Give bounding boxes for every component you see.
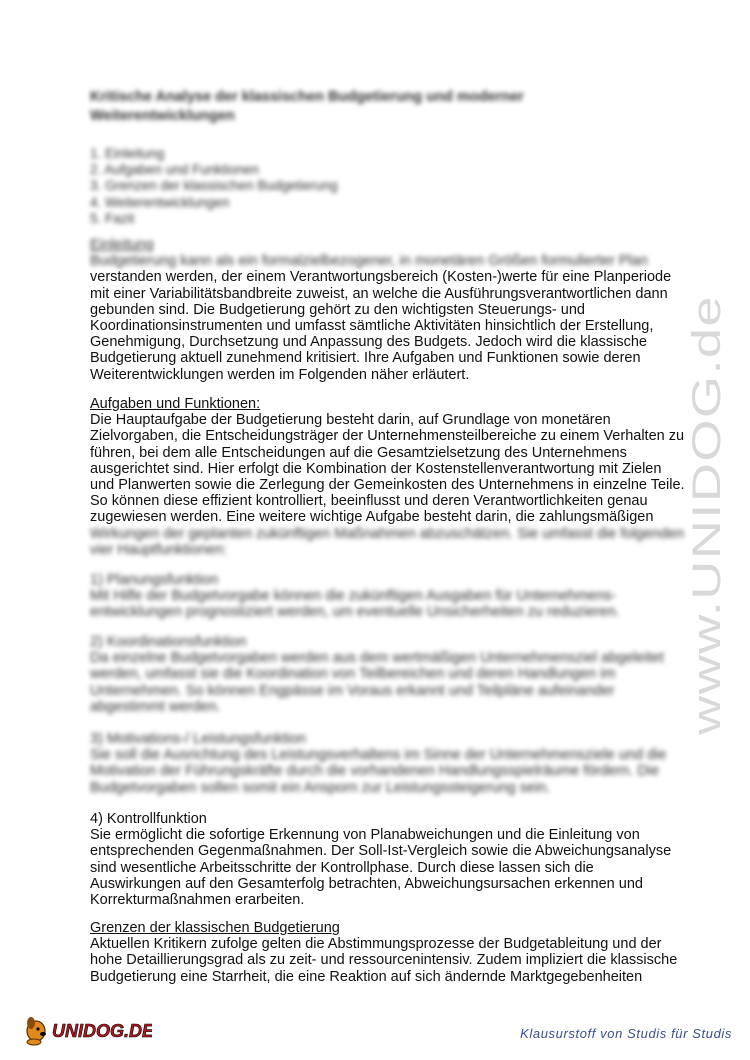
paragraph-line: Auswirkungen auf den Gesamterfolg betrachten, Abweichungsursachen erkennen und [90, 875, 643, 892]
paragraph-line: zugewiesen werden. Eine weitere wichtige Aufgabe besteht darin, die zahlungsmäßigen [90, 509, 654, 526]
blurred-line: Budgetierung kann als ein formalzielbezogener, in monetären Größen formulierter Plan [90, 253, 648, 270]
watermark [685, 280, 729, 740]
document-title: Kritische Analyse der klassischen Budgetierung und moderner Weiterentwicklungen [90, 89, 524, 124]
table-of-contents [90, 146, 338, 227]
paragraph-line: ausgerichtet sind. Hier erfolgt die Kombination der Kostenstellenverantwortung mit Zielen [90, 460, 662, 477]
paragraph-line: hohe Detaillierungsgrad als zu zeit- und ressourcenintensiv. Zudem impliziert die klassische [90, 952, 678, 969]
blurred-line: abgestimmt werden. [90, 698, 221, 715]
blurred-line: Da einzelne Budgetvorgaben werden aus dem wertmäßigen Unternehmensziel abgeleitet [90, 650, 664, 667]
blurred-line: Wirkungen der geplanten zukünftigen Maßnahmen abzuschätzen. Sie umfasst die folgenden [90, 525, 685, 542]
paragraph-line: Koordinationsinstrumenten und umfasst sämtliche Aktivitäten hinsichtlich der Erstellung, [90, 318, 654, 335]
section-heading: 1) Planungsfunktion [90, 572, 219, 588]
paragraph-line: Budgetierung eine Starrheit, die eine Reaktion auf sich ändernde Marktgegebenheiten [90, 968, 643, 985]
paragraph-line: und Planwerten sowie die Zerlegung der Gemeinkosten des Unternehmens in einzelne Teile. [90, 477, 685, 494]
paragraph-line: verstanden werden, der einem Verantwortungsbereich (Kosten-)werte für eine Planperiode [90, 269, 672, 286]
blurred-line: entwicklungen prognostiziert werden, um eventuelle Unsicherheiten zu reduzieren. [90, 604, 620, 621]
watermark-text: www.UNIDOG.de [685, 410, 729, 735]
paragraph-line: Korrekturmaßnahmen erarbeiten. [90, 892, 305, 909]
blurred-line: Budgetvorgaben sollen somit ein Ansporn zur Leistungssteigerung sein. [90, 779, 551, 796]
paragraph-line: gebunden sind. Die Budgetierung gehört zu den wichtigsten Steuerungs- und [90, 301, 585, 318]
toc-item: 2. Aufgaben und Funktionen [90, 162, 259, 178]
blurred-line: werden, umfasst sie die Koordination von Teilbereichen und deren Handlungen im [90, 666, 616, 683]
section-motivationsfunktion [90, 731, 670, 796]
section-heading: 2) Koordinationsfunktion [90, 634, 247, 650]
section-heading: Aufgaben und Funktionen: [90, 396, 261, 412]
paragraph-line: mit einer Variabilitätsbandbreite zuweist, an welche die Ausführungsverantwortlichen dann [90, 285, 668, 302]
watermark-graphic [685, 280, 729, 740]
paragraph-line: führen, bei dem alle Entscheidungen auf die Gesamtzielsetzung des Unternehmens [90, 444, 627, 461]
paragraph-line: sind wesentliche Arbeitsschritte der Kontrollphase. Durch diese lassen sich die [90, 859, 594, 876]
toc-item: 3. Grenzen der klassischen Budgetierung [90, 178, 338, 194]
section-koordinationsfunktion [90, 634, 670, 715]
section-heading: Grenzen der klassischen Budgetierung [90, 920, 340, 936]
paragraph-line: Die Hauptaufgabe der Budgetierung besteht darin, auf Grundlage von monetären [90, 412, 611, 429]
section-grenzen [90, 920, 678, 985]
paragraph-line: Aktuellen Kritikern zufolge gelten die Abstimmungsprozesse der Budgetableitung und der [90, 936, 662, 953]
paragraph-line: So können diese effizient kontrolliert, beeinflusst und deren Verantwortlichkeiten genau [90, 493, 648, 510]
toc-item: 5. Fazit [90, 210, 135, 226]
footer-tagline: Klausurstoff von Studis für Studis [520, 1026, 732, 1041]
blurred-line: Motivation der Führungskräfte durch die vorhandenen Handlungsspielräume fördern. Die [90, 763, 660, 780]
blurred-line: vier Hauptfunktionen: [90, 541, 228, 558]
blurred-line: Sie soll die Ausrichtung des Leistungsverhaltens im Sinne der Unternehmensziele und die [90, 747, 667, 764]
blurred-line: Mit Hilfe der Budgetvorgabe können die zukünftigen Ausgaben für Unternehmens- [90, 588, 617, 605]
toc-item: 4. Weiterentwicklungen [90, 194, 230, 210]
unidog-logo [22, 1013, 152, 1047]
toc-item: 1. Einleitung [90, 146, 165, 161]
blurred-line: Unternehmen. So können Engpässe im Voraus erkannt und Teilpläne aufeinander [90, 682, 615, 699]
paragraph-line: Budgetierung aktuell zunehmend kritisiert. Ihre Aufgaben und Funktionen sowie deren [90, 350, 641, 367]
section-aufgaben [90, 396, 685, 558]
section-heading: Einleitung [90, 237, 154, 253]
section-kontrollfunktion [90, 811, 670, 908]
section-heading: 4) Kontrollfunktion [90, 811, 207, 827]
paragraph-line: Zielvorgaben, die Entscheidungsträger der Unternehmensteilbereiche zu einem Verhalten zu [90, 428, 685, 445]
logo-text: UNIDOG.DE [52, 1021, 152, 1041]
section-planungsfunktion [90, 572, 670, 621]
paragraph-line: entsprechenden Gegenmaßnahmen. Der Soll-Ist-Vergleich sowie die Abweichungsanalyse [90, 843, 672, 860]
paragraph-line: Sie ermöglicht die sofortige Erkennung von Planabweichungen und die Einleitung von [90, 827, 640, 844]
paragraph-line: Weiterentwicklungen werden im Folgenden näher erläutert. [90, 366, 470, 383]
dog-logo-icon [22, 1013, 152, 1047]
section-einleitung [90, 237, 670, 383]
section-heading: 3) Motivations-/ Leistungsfunktion [90, 731, 306, 747]
paragraph-line: Genehmigung, Durchsetzung und Anpassung des Budgets. Jedoch wird die klassische [90, 334, 647, 351]
